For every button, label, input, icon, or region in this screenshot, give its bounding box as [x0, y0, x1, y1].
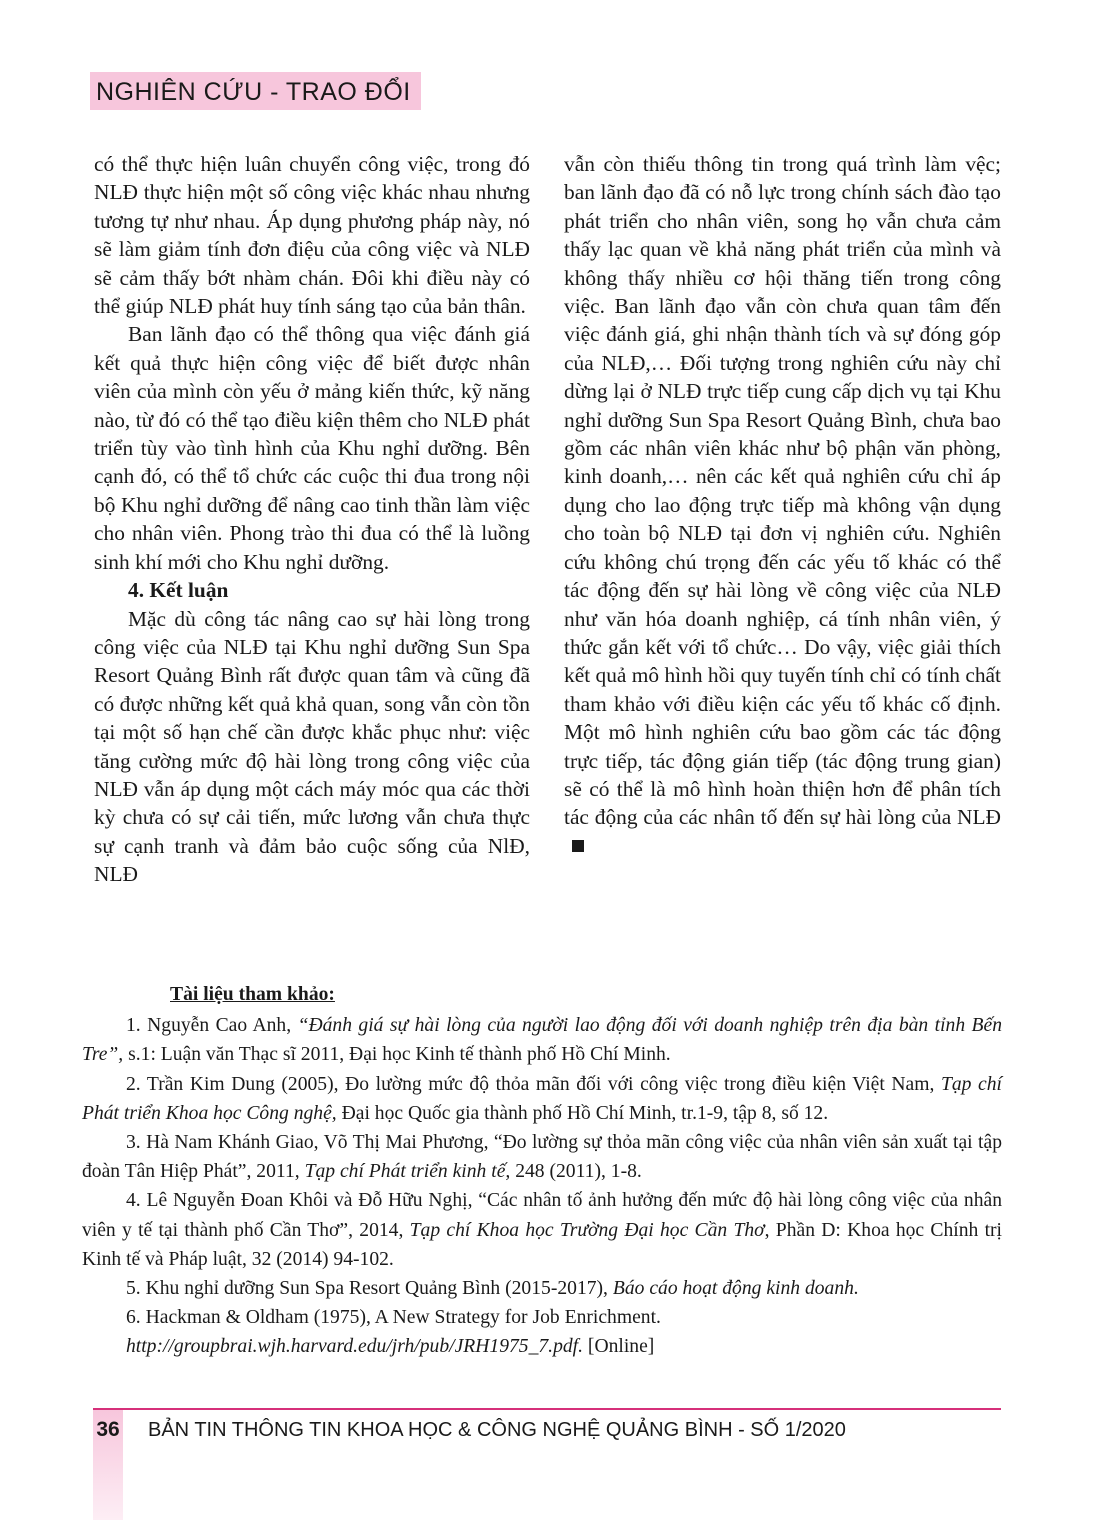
reference-title-italic: Tạp chí Phát triển Khoa học Công nghệ,	[82, 1073, 1002, 1124]
references-title: Tài liệu tham khảo:	[170, 984, 335, 1005]
reference-title-italic: “Đánh giá sự hài lòng của người lao động đối với doanh nghiệp trên địa bàn tỉnh Bến Tre”,	[82, 1015, 1003, 1066]
reference-item	[82, 1186, 1002, 1274]
references	[82, 980, 1002, 1362]
right-column	[564, 150, 1001, 860]
reference-title-italic: Tạp chí Khoa học Trường Đại học Cần Thơ	[409, 1219, 765, 1241]
paragraph-text: vẫn còn thiếu thông tin trong quá trình làm vệc; ban lãnh đạo đã có nỗ lực trong chính sách đào tạo phát triển cho nhân viên, song họ vẫn chưa cảm thấy lạc quan về khả năng phát triển của mình và không thấy nhiều cơ hội thăng tiến trong công việc. Ban lãnh đạo vẫn còn chưa quan tâm đến việc đánh giá, ghi nhận thành tích và sự đóng góp của NLĐ,… Đối tượng trong nghiên cứu này chỉ dừng lại ở NLĐ trực tiếp cung cấp dịch vụ tại Khu nghỉ dưỡng Sun Spa Resort Quảng Bình, chưa bao gồm các nhân viên khác như bộ phận văn phòng, kinh doanh,… nên các kết quả nghiên cứu chỉ áp dụng cho lao động trực tiếp mà không vận dụng cho toàn bộ NLĐ tại đơn vị nghiên cứu. Nghiên cứu không chú trọng đến các yếu tố khác có thể tác động đến sự hài lòng về công việc của NLĐ như văn hóa doanh nghiệp, cá tính nhân viên, ý thức gắn kết với tổ chức… Do vậy, việc giải thích kết quả mô hình hồi quy tuyến tính chỉ có tính chất tham khảo với điều kiện các yếu tố khác cố định. Một mô hình nghiên cứu bao gồm các tác động trực tiếp, tác động gián tiếp (tác động trung gian) sẽ có thể là mô hình hoàn thiện hơn để phân tích tác động của các nhân tố đến sự hài lòng của NLĐ	[564, 152, 1001, 830]
reference-text: 248 (2011), 1-8.	[510, 1161, 642, 1183]
page-number: 36	[96, 1418, 120, 1441]
reference-text: 2. Trần Kim Dung (2005), Đo lường mức độ thỏa mãn đối với công việc trong điều kiện Việt Nam,	[126, 1073, 941, 1095]
end-of-article-mark	[572, 840, 584, 852]
reference-text: [Online]	[583, 1336, 655, 1358]
section-heading: 4. Kết luận	[128, 578, 229, 603]
reference-item	[82, 1274, 1002, 1303]
reference-item	[82, 1011, 1002, 1069]
reference-text: Đại học Quốc gia thành phố Hồ Chí Minh, tr.1-9, tập 8, số 12.	[336, 1102, 829, 1124]
left-column	[94, 150, 530, 889]
journal-name: BẢN TIN THÔNG TIN KHOA HỌC & CÔNG NGHỆ QUẢNG BÌNH - SỐ 1/2020	[148, 1419, 846, 1441]
reference-text: 1. Nguyễn Cao Anh,	[126, 1015, 298, 1037]
reference-title-italic: Tạp chí Phát triển kinh tế,	[304, 1161, 511, 1183]
reference-text: , Phần D: Khoa học Chính trị Kinh tế và Pháp luật, 32 (2014) 94-102.	[82, 1219, 1002, 1270]
footer-divider	[93, 1408, 1001, 1410]
reference-text: 5. Khu nghỉ dưỡng Sun Spa Resort Quảng Bình (2015-2017),	[126, 1278, 613, 1300]
reference-title-italic: Báo cáo hoạt động kinh doanh.	[612, 1278, 859, 1300]
reference-text: 3. Hà Nam Khánh Giao, Võ Thị Mai Phương, “Đo lường sự thỏa mãn công việc của nhân viên sản xuất tại tập đoàn Tân Hiệp Phát”, 2011,	[82, 1132, 1002, 1183]
paragraph: Ban lãnh đạo có thể thông qua việc đánh giá kết quả thực hiện công việc để biết được nhân viên của mình còn yếu ở mảng kiến thức, kỹ năng nào, từ đó có thể tạo điều kiện thêm cho NLĐ phát triển tùy vào tình hình của Khu nghỉ dưỡng. Bên cạnh đó, có thể tổ chức các cuộc thi đua trong nội bộ Khu nghỉ dưỡng để nâng cao tinh thần làm việc cho nhân viên. Phong trào thi đua có thể là luồng sinh khí mới cho Khu nghỉ dưỡng.	[94, 322, 530, 574]
paragraph: có thể thực hiện luân chuyển công việc, trong đó NLĐ thực hiện một số công việc khác nhau nhưng tương tự như nhau. Áp dụng phương pháp này, nó sẽ làm giảm tính đơn điệu của công việc và NLĐ sẽ cảm thấy bớt nhàm chán. Đôi khi điều này có thể giúp NLĐ phát huy tính sáng tạo của bản thân.	[94, 152, 530, 319]
reference-item: 6. Hackman & Oldham (1975), A New Strategy for Job Enrichment.	[126, 1307, 661, 1329]
paragraph: Mặc dù công tác nâng cao sự hài lòng trong công việc của NLĐ tại Khu nghỉ dưỡng Sun Spa Resort Quảng Bình rất được quan tâm và cũng đã có được những kết quả khả quan, song vẫn còn tồn tại một số hạn chế cần được khắc phục như: việc tăng cường mức độ hài lòng trong công việc của NLĐ vẫn áp dụng một cách máy móc qua các thời kỳ chưa có sự cải tiến, mức lương vẫn chưa thực sự cạnh tranh và đảm bảo cuộc sống của NlĐ, NLĐ	[94, 606, 530, 887]
reference-item	[82, 1070, 1002, 1128]
paragraph	[564, 150, 1001, 860]
section-header: NGHIÊN CỨU - TRAO ĐỔI	[90, 72, 421, 110]
reference-item	[82, 1128, 1002, 1186]
reference-text: s.1: Luận văn Thạc sĩ 2011, Đại học Kinh tế thành phố Hồ Chí Minh.	[123, 1044, 671, 1066]
reference-text: 4. Lê Nguyễn Đoan Khôi và Đỗ Hữu Nghị, “Các nhân tố ảnh hưởng đến mức độ hài lòng công việc của nhân viên y tế tại thành phố Cần Thơ”, 2014,	[82, 1190, 1002, 1241]
reference-url-line	[82, 1332, 1002, 1361]
reference-url[interactable]: http://groupbrai.wjh.harvard.edu/jrh/pub/JRH1975_7.pdf.	[126, 1336, 584, 1358]
